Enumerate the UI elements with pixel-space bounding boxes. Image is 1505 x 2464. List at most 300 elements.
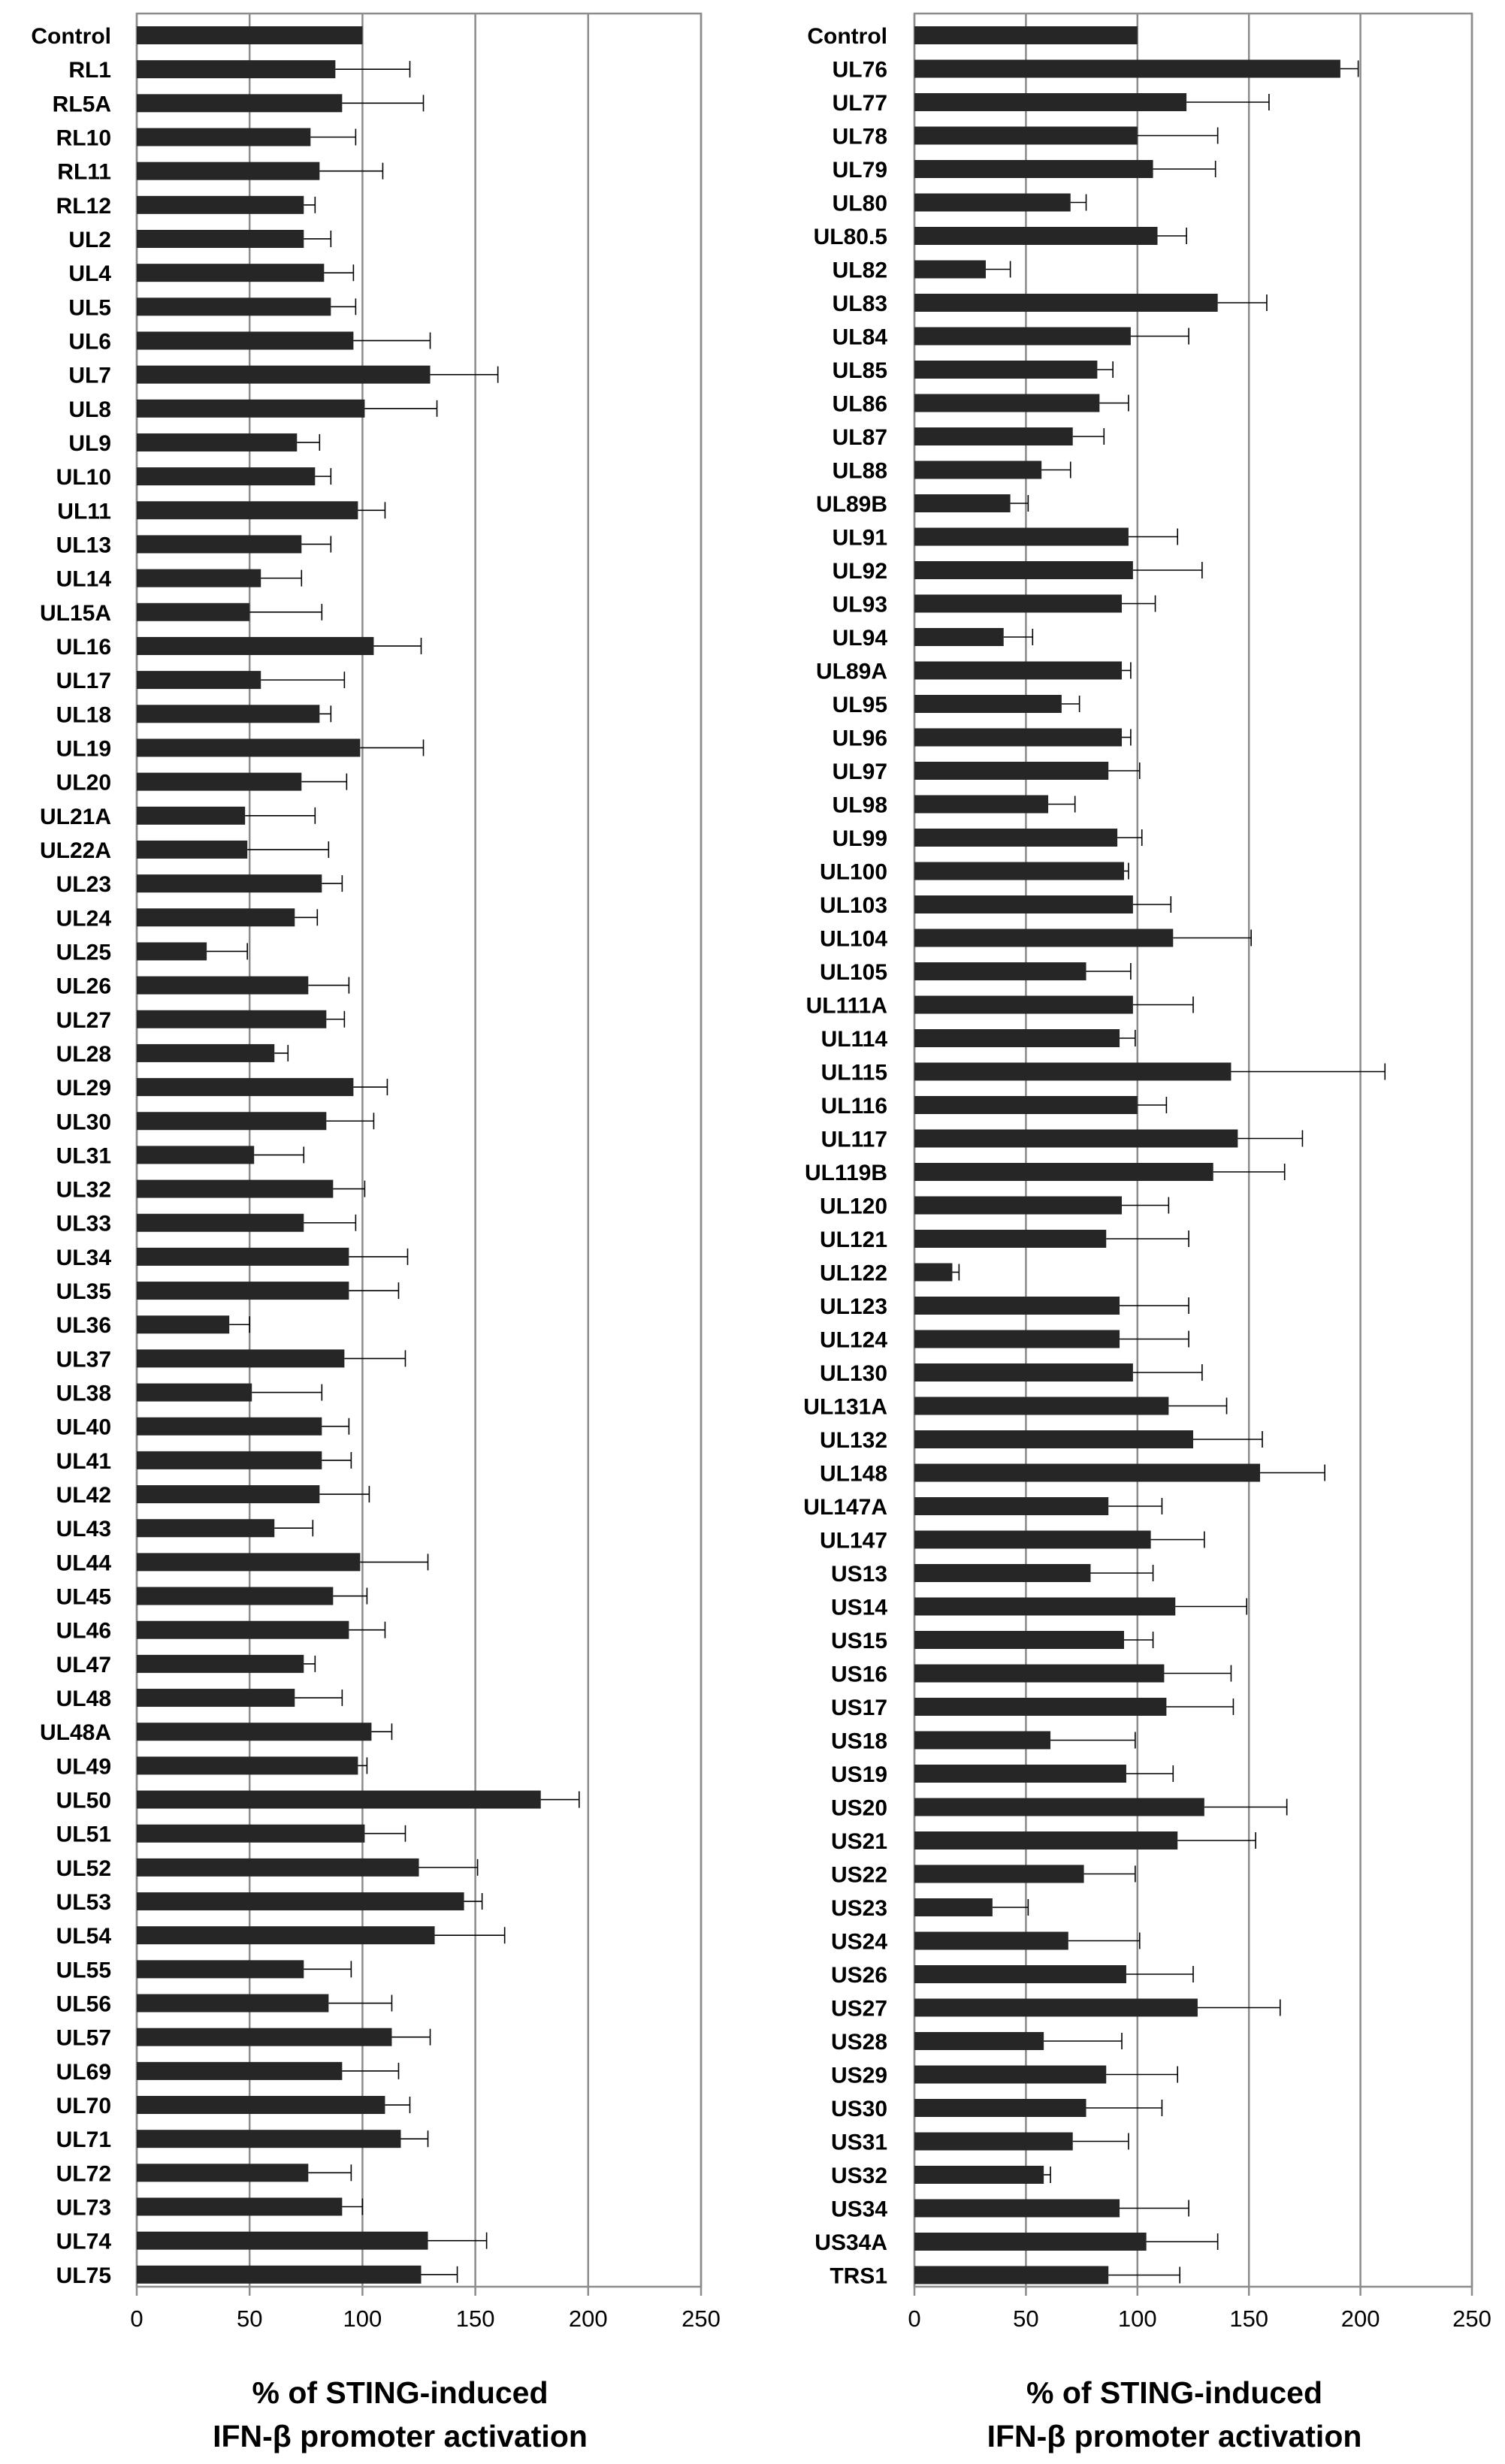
bar-ul16 <box>137 637 373 655</box>
bar-ul92 <box>914 561 1133 579</box>
category-label-ul54: UL54 <box>56 1924 111 1949</box>
bar-ul80 <box>914 194 1071 212</box>
x-tick-label-250: 250 <box>1452 2305 1491 2332</box>
category-label-us22: US22 <box>830 1862 887 1888</box>
bar-us15 <box>914 1631 1124 1649</box>
error-bar-ul82 <box>986 261 1011 278</box>
category-label-us20: US20 <box>830 1795 887 1821</box>
error-bar-us34a <box>1147 2233 1218 2250</box>
category-label-ul104: UL104 <box>819 926 887 952</box>
error-bar-ul51 <box>364 1825 405 1842</box>
bar-ul45 <box>137 1587 333 1605</box>
bar-ul48 <box>137 1689 295 1707</box>
category-label-ul16: UL16 <box>56 634 111 660</box>
bar-us34a <box>914 2233 1147 2251</box>
category-label-us31: US31 <box>830 2130 887 2155</box>
category-label-ul37: UL37 <box>56 1347 111 1372</box>
bar-ul44 <box>137 1553 360 1571</box>
category-label-ul103: UL103 <box>819 893 887 918</box>
category-label-rl5a: RL5A <box>52 92 111 117</box>
error-bar-ul43 <box>274 1520 313 1536</box>
bar-us14 <box>914 1598 1175 1616</box>
category-label-us34: US34 <box>830 2197 887 2222</box>
bar-ul98 <box>914 796 1048 814</box>
bar-ul22a <box>137 841 247 859</box>
category-label-ul24: UL24 <box>56 906 111 932</box>
bar-ul103 <box>914 895 1133 913</box>
error-bar-ul76 <box>1340 61 1358 77</box>
bar-ul147 <box>914 1531 1151 1549</box>
category-label-us18: US18 <box>830 1729 887 1754</box>
bar-ul36 <box>137 1315 229 1333</box>
bar-us34 <box>914 2200 1120 2218</box>
bar-ul91 <box>914 528 1129 546</box>
x-tick-label-150: 150 <box>455 2305 495 2332</box>
error-bar-ul53 <box>464 1893 482 1910</box>
bar-us20 <box>914 1798 1204 1816</box>
error-bar-us28 <box>1044 2033 1122 2049</box>
category-label-us23: US23 <box>830 1896 887 1921</box>
bar-ul46 <box>137 1621 349 1639</box>
category-label-ul11: UL11 <box>57 499 111 524</box>
error-bar-ul80 <box>1071 195 1086 211</box>
error-bar-rl5a <box>342 95 423 111</box>
category-label-ul10: UL10 <box>56 465 111 491</box>
x-tick-label-0: 0 <box>130 2305 144 2332</box>
category-label-ul8: UL8 <box>68 397 111 422</box>
category-label-ul45: UL45 <box>56 1584 111 1610</box>
error-bar-ul91 <box>1129 529 1177 545</box>
bar-ul74 <box>137 2232 428 2250</box>
error-bar-ul147 <box>1151 1532 1204 1548</box>
error-bar-ul33 <box>304 1215 355 1231</box>
error-bar-us23 <box>993 1899 1028 1916</box>
bar-ul69 <box>137 2062 342 2080</box>
error-bar-ul56 <box>328 1995 391 2012</box>
category-label-ul4: UL4 <box>68 261 111 287</box>
bar-ul41 <box>137 1451 322 1469</box>
bar-ul6 <box>137 331 353 349</box>
bar-ul89a <box>914 662 1122 680</box>
bar-ul8 <box>137 400 364 418</box>
category-label-ul73: UL73 <box>56 2195 111 2221</box>
x-tick-label-200: 200 <box>568 2305 608 2332</box>
bar-ul95 <box>914 695 1062 713</box>
category-label-ul72: UL72 <box>56 2161 111 2187</box>
category-label-rl12: RL12 <box>56 193 111 219</box>
bar-ul120 <box>914 1197 1122 1215</box>
category-label-ul2: UL2 <box>68 227 111 252</box>
error-bar-ul97 <box>1108 762 1140 779</box>
bar-us28 <box>914 2032 1044 2050</box>
category-label-ul9: UL9 <box>68 430 111 456</box>
category-label-ul78: UL78 <box>832 124 887 149</box>
error-bar-ul88 <box>1041 462 1071 479</box>
bar-ul116 <box>914 1096 1138 1114</box>
category-label-ul124: UL124 <box>819 1327 887 1353</box>
bar-ul111a <box>914 996 1133 1014</box>
category-label-ul121: UL121 <box>819 1227 887 1252</box>
category-label-rl1: RL1 <box>68 58 111 83</box>
error-bar-us13 <box>1090 1565 1153 1581</box>
bar-ul55 <box>137 1960 304 1978</box>
category-label-rl11: RL11 <box>57 159 111 185</box>
category-label-trs1: TRS1 <box>830 2263 887 2289</box>
error-bar-ul75 <box>422 2266 458 2283</box>
error-bar-ul28 <box>274 1045 288 1061</box>
bar-ul25 <box>137 942 207 960</box>
bar-ul84 <box>914 328 1131 346</box>
bar-ul18 <box>137 705 319 723</box>
bar-ul53 <box>137 1892 464 1910</box>
error-bar-ul46 <box>349 1622 385 1638</box>
category-label-ul84: UL84 <box>832 325 887 350</box>
category-label-ul70: UL70 <box>56 2094 111 2119</box>
bar-us23 <box>914 1898 993 1916</box>
error-bar-ul25 <box>207 943 247 959</box>
bar-ul51 <box>137 1825 364 1843</box>
bar-us21 <box>914 1831 1177 1850</box>
bar-control <box>137 26 362 44</box>
category-label-ul57: UL57 <box>56 2025 111 2051</box>
error-bar-ul89a <box>1122 663 1131 679</box>
bar-ul29 <box>137 1078 353 1096</box>
bar-rl1 <box>137 60 335 78</box>
error-bar-ul122 <box>952 1264 959 1281</box>
category-label-ul75: UL75 <box>56 2263 111 2288</box>
error-bar-ul85 <box>1097 361 1113 378</box>
error-bar-rl12 <box>304 197 315 213</box>
error-bar-ul114 <box>1120 1030 1135 1046</box>
x-axis-title-line-1: % of STING-induced <box>252 2375 549 2410</box>
error-bar-us20 <box>1204 1799 1287 1816</box>
category-label-ul120: UL120 <box>819 1194 887 1219</box>
x-tick-label-50: 50 <box>1013 2305 1039 2332</box>
category-label-ul85: UL85 <box>832 358 887 383</box>
error-bar-us30 <box>1086 2100 1162 2116</box>
bar-ul47 <box>137 1655 304 1673</box>
error-bar-ul44 <box>360 1554 428 1570</box>
error-bar-ul20 <box>301 774 346 790</box>
category-label-ul53: UL53 <box>56 1890 111 1916</box>
bar-ul83 <box>914 294 1218 312</box>
error-bar-ul95 <box>1062 696 1080 712</box>
x-tick-label-50: 50 <box>236 2305 263 2332</box>
bar-ul30 <box>137 1112 326 1130</box>
bar-ul75 <box>137 2266 422 2284</box>
category-label-ul116: UL116 <box>820 1094 887 1119</box>
error-bar-ul17 <box>261 672 344 688</box>
bar-ul28 <box>137 1044 274 1062</box>
category-label-ul131a: UL131A <box>803 1394 887 1420</box>
category-label-ul34: UL34 <box>56 1245 111 1270</box>
category-label-ul130: UL130 <box>819 1361 887 1386</box>
bar-ul24 <box>137 908 295 926</box>
bar-ul19 <box>137 738 360 756</box>
bar-us13 <box>914 1564 1090 1582</box>
bar-ul38 <box>137 1384 252 1402</box>
bar-us26 <box>914 1965 1126 1983</box>
error-bar-ul79 <box>1153 161 1216 177</box>
category-label-control: Control <box>31 24 111 49</box>
category-label-ul147: UL147 <box>819 1528 887 1554</box>
category-label-us30: US30 <box>830 2097 887 2121</box>
bar-rl12 <box>137 196 304 214</box>
bar-ul26 <box>137 977 308 995</box>
bar-ul54 <box>137 1926 435 1944</box>
error-bar-ul6 <box>353 332 430 349</box>
bar-us24 <box>914 1932 1068 1950</box>
error-bar-ul4 <box>324 264 353 281</box>
error-bar-ul124 <box>1120 1331 1189 1348</box>
category-label-ul83: UL83 <box>832 291 887 316</box>
error-bar-ul105 <box>1086 963 1131 980</box>
category-label-ul115: UL115 <box>820 1060 887 1086</box>
error-bar-us26 <box>1126 1966 1193 1982</box>
bar-ul79 <box>914 160 1153 178</box>
category-label-ul41: UL41 <box>56 1448 111 1474</box>
category-label-ul105: UL105 <box>819 960 887 985</box>
bar-ul57 <box>137 2028 391 2046</box>
category-label-ul50: UL50 <box>56 1788 111 1813</box>
error-bar-ul121 <box>1106 1230 1189 1247</box>
error-bar-ul36 <box>229 1316 249 1333</box>
category-label-ul14: UL14 <box>56 566 111 592</box>
bar-ul21a <box>137 807 245 825</box>
error-bar-ul103 <box>1133 896 1171 913</box>
x-axis-title-line-1: % of STING-induced <box>1026 2375 1323 2410</box>
error-bar-trs1 <box>1108 2267 1180 2284</box>
category-label-ul80: UL80 <box>832 191 887 216</box>
category-label-us14: US14 <box>830 1595 887 1620</box>
bar-rl10 <box>137 128 310 146</box>
category-label-us29: US29 <box>830 2063 887 2088</box>
bar-ul17 <box>137 671 261 689</box>
category-label-ul52: UL52 <box>56 1856 111 1881</box>
category-label-ul32: UL32 <box>56 1177 111 1203</box>
error-bar-ul47 <box>304 1656 315 1672</box>
error-bar-ul98 <box>1048 796 1075 813</box>
error-bar-ul41 <box>322 1452 351 1469</box>
bar-ul4 <box>137 264 324 282</box>
bar-ul23 <box>137 874 322 892</box>
bar-ul11 <box>137 501 358 519</box>
category-label-ul22a: UL22A <box>39 838 111 863</box>
bar-us32 <box>914 2166 1044 2184</box>
error-bar-us21 <box>1177 1832 1256 1849</box>
error-bar-ul117 <box>1238 1131 1302 1147</box>
bar-ul10 <box>137 467 315 485</box>
error-bar-ul32 <box>333 1181 364 1197</box>
category-label-ul100: UL100 <box>819 859 887 885</box>
x-tick-label-250: 250 <box>681 2305 721 2332</box>
error-bar-us18 <box>1050 1732 1135 1749</box>
x-tick-label-100: 100 <box>1117 2305 1157 2332</box>
bar-ul123 <box>914 1297 1120 1315</box>
error-bar-rl1 <box>335 61 409 77</box>
category-label-ul86: UL86 <box>832 391 887 417</box>
bar-ul2 <box>137 230 304 248</box>
category-label-ul31: UL31 <box>56 1143 111 1169</box>
error-bar-ul30 <box>326 1113 373 1129</box>
bar-ul13 <box>137 535 301 553</box>
category-label-us28: US28 <box>830 2030 887 2055</box>
error-bar-ul19 <box>360 739 423 756</box>
error-bar-ul48 <box>295 1689 342 1706</box>
bar-ul100 <box>914 862 1124 880</box>
category-label-us27: US27 <box>830 1996 887 2022</box>
bar-us31 <box>914 2133 1073 2151</box>
bar-ul78 <box>914 127 1138 145</box>
error-bar-ul93 <box>1122 596 1156 612</box>
bar-ul42 <box>137 1485 319 1503</box>
bar-ul96 <box>914 729 1122 747</box>
error-bar-ul24 <box>295 909 317 926</box>
bar-ul89b <box>914 494 1011 512</box>
error-bar-ul23 <box>322 875 342 892</box>
error-bar-rl11 <box>319 163 382 180</box>
category-label-ul76: UL76 <box>832 57 887 83</box>
bar-us27 <box>914 1999 1198 2017</box>
error-bar-ul2 <box>304 231 331 247</box>
category-label-ul98: UL98 <box>832 793 887 818</box>
bar-ul93 <box>914 595 1122 613</box>
bar-ul121 <box>914 1230 1106 1248</box>
category-label-ul132: UL132 <box>819 1428 887 1453</box>
bar-control <box>914 26 1138 44</box>
error-bar-ul29 <box>353 1079 387 1095</box>
category-label-ul82: UL82 <box>832 258 887 283</box>
error-bar-ul123 <box>1120 1297 1189 1314</box>
bar-ul48a <box>137 1723 371 1741</box>
error-bar-ul69 <box>342 2063 398 2079</box>
chart-panel-1 <box>31 14 721 2453</box>
bar-ul122 <box>914 1264 952 1282</box>
bar-us30 <box>914 2099 1086 2117</box>
bar-us19 <box>914 1765 1126 1783</box>
bar-ul88 <box>914 461 1041 479</box>
error-bar-us32 <box>1044 2167 1050 2183</box>
category-label-rl10: RL10 <box>56 125 111 151</box>
bar-ul77 <box>914 93 1186 111</box>
bar-ul117 <box>914 1130 1238 1148</box>
category-label-ul148: UL148 <box>819 1461 887 1487</box>
category-label-ul20: UL20 <box>56 770 111 796</box>
category-label-ul35: UL35 <box>56 1279 111 1305</box>
bar-ul43 <box>137 1519 274 1537</box>
error-bar-us15 <box>1124 1632 1153 1648</box>
category-label-ul95: UL95 <box>832 693 887 717</box>
x-tick-label-100: 100 <box>343 2305 382 2332</box>
bar-ul40 <box>137 1418 322 1436</box>
error-bar-ul50 <box>541 1792 579 1808</box>
error-bar-us29 <box>1106 2067 1177 2083</box>
category-label-us16: US16 <box>830 1662 887 1687</box>
error-bar-ul120 <box>1122 1197 1168 1214</box>
bar-ul148 <box>914 1464 1260 1482</box>
chart-panel-2 <box>803 14 1491 2453</box>
category-label-ul6: UL6 <box>68 329 111 355</box>
category-label-ul25: UL25 <box>56 940 111 965</box>
error-bar-ul87 <box>1073 428 1105 445</box>
error-bar-ul22a <box>247 841 328 858</box>
category-label-ul74: UL74 <box>56 2229 111 2254</box>
category-label-us15: US15 <box>830 1629 887 1653</box>
bar-ul9 <box>137 433 297 451</box>
category-label-ul7: UL7 <box>68 363 111 388</box>
error-bar-ul31 <box>254 1146 304 1163</box>
bar-ul131a <box>914 1397 1168 1415</box>
error-bar-ul55 <box>304 1961 351 1977</box>
error-bar-ul147a <box>1108 1498 1162 1514</box>
error-bar-ul92 <box>1133 562 1202 578</box>
category-label-ul42: UL42 <box>56 1483 111 1508</box>
category-label-control: Control <box>807 24 887 49</box>
error-bar-ul13 <box>301 536 331 552</box>
category-label-us13: US13 <box>830 1562 887 1587</box>
bar-ul71 <box>137 2130 400 2148</box>
error-bar-ul40 <box>322 1418 349 1435</box>
category-label-ul23: UL23 <box>56 872 111 898</box>
error-bar-ul77 <box>1186 94 1269 110</box>
category-label-us21: US21 <box>830 1829 887 1854</box>
category-label-ul18: UL18 <box>56 702 111 728</box>
category-label-ul147a: UL147A <box>803 1495 887 1520</box>
error-bar-ul111a <box>1133 997 1193 1013</box>
error-bar-rl10 <box>310 128 355 145</box>
error-bar-us19 <box>1126 1765 1173 1782</box>
error-bar-us24 <box>1068 1933 1140 1949</box>
error-bar-ul115 <box>1231 1064 1385 1080</box>
bar-ul35 <box>137 1282 349 1300</box>
bar-ul49 <box>137 1756 358 1774</box>
error-bar-ul104 <box>1173 930 1251 947</box>
bar-ul70 <box>137 2096 385 2114</box>
category-label-us17: US17 <box>830 1696 887 1720</box>
bar-ul87 <box>914 427 1073 445</box>
bar-ul147a <box>914 1497 1108 1515</box>
category-label-ul111a: UL111A <box>805 993 887 1019</box>
error-bar-ul74 <box>428 2233 487 2249</box>
category-label-ul51: UL51 <box>56 1822 111 1847</box>
category-label-ul15a: UL15A <box>39 600 111 626</box>
error-bar-ul15a <box>249 604 322 621</box>
category-label-ul77: UL77 <box>832 91 887 116</box>
bar-ul14 <box>137 569 261 587</box>
x-axis-title-line-2: IFN-β promoter activation <box>213 2419 588 2453</box>
category-label-ul94: UL94 <box>832 626 887 651</box>
error-bar-us16 <box>1164 1665 1231 1682</box>
error-bar-us31 <box>1073 2133 1129 2150</box>
category-label-ul29: UL29 <box>56 1076 111 1101</box>
bar-ul33 <box>137 1214 304 1232</box>
bar-us18 <box>914 1732 1050 1750</box>
bar-ul34 <box>137 1248 349 1266</box>
error-bar-ul130 <box>1133 1364 1202 1381</box>
category-label-ul99: UL99 <box>832 826 887 851</box>
error-bar-ul94 <box>1004 629 1033 645</box>
error-bar-ul73 <box>342 2199 362 2215</box>
category-label-ul48a: UL48A <box>39 1720 111 1746</box>
category-label-ul117: UL117 <box>820 1127 887 1152</box>
error-bar-ul21a <box>245 808 315 824</box>
category-label-ul93: UL93 <box>832 592 887 618</box>
error-bar-ul16 <box>373 638 421 654</box>
error-bar-ul131a <box>1168 1398 1226 1415</box>
x-tick-label-150: 150 <box>1229 2305 1269 2332</box>
category-label-ul114: UL114 <box>820 1027 887 1052</box>
error-bar-ul72 <box>308 2164 351 2181</box>
